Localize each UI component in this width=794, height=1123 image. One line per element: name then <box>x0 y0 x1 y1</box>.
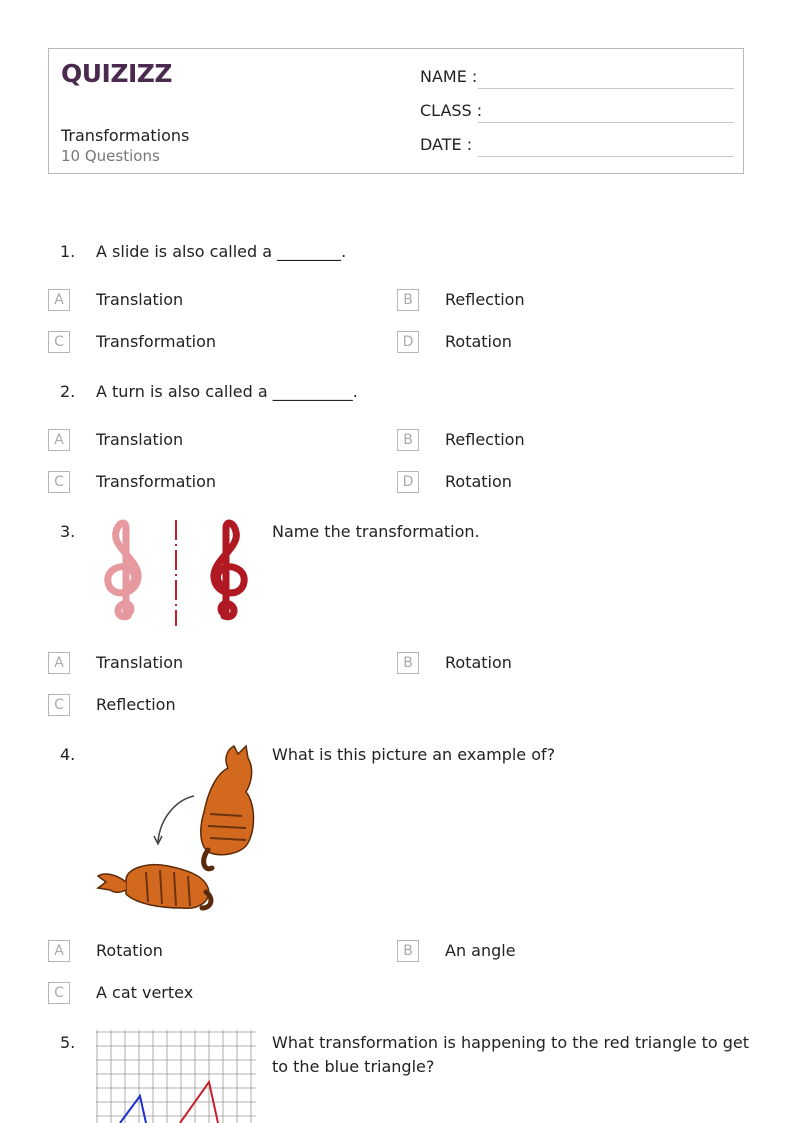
worksheet-header <box>48 48 744 174</box>
class-line[interactable] <box>478 122 734 123</box>
option-text: Rotation <box>96 941 163 960</box>
class-field[interactable] <box>420 101 734 125</box>
option-letter-box: B <box>397 429 419 451</box>
option-text: Translation <box>96 290 184 309</box>
class-label: CLASS : <box>420 101 483 120</box>
date-line[interactable] <box>478 156 734 157</box>
option-letter-box: B <box>397 940 419 962</box>
name-field[interactable] <box>420 67 734 91</box>
blue-triangle <box>120 1096 146 1123</box>
option-letter-box: D <box>397 331 419 353</box>
question-count: 10 Questions <box>61 147 160 165</box>
option-text: Transformation <box>96 472 217 491</box>
date-label: DATE : <box>420 135 473 154</box>
option-text: Reflection <box>96 695 176 714</box>
date-field[interactable] <box>420 135 734 159</box>
question-2-number: 2. <box>60 382 76 401</box>
option-text: Rotation <box>445 653 512 672</box>
option-text: Translation <box>96 430 184 449</box>
option-letter-box: C <box>48 331 70 353</box>
option-text: Rotation <box>445 472 512 491</box>
option-text: An angle <box>445 941 516 960</box>
worksheet-title: Transformations <box>61 126 190 145</box>
question-1-number: 1. <box>60 242 76 261</box>
option-letter-box: C <box>48 694 70 716</box>
question-5-number: 5. <box>60 1033 76 1052</box>
option-letter-box: A <box>48 429 70 451</box>
option-letter-box: B <box>397 652 419 674</box>
treble-clef-icon <box>214 523 244 617</box>
rotation-arrow-icon <box>158 796 194 842</box>
option-text: Rotation <box>445 332 512 351</box>
option-text: Reflection <box>445 290 525 309</box>
rotated-cat-image <box>96 742 260 918</box>
question-3-number: 3. <box>60 522 76 541</box>
option-text: Reflection <box>445 430 525 449</box>
triangle-grid-image <box>96 1030 256 1123</box>
question-1-text: A slide is also called a ________. <box>96 242 347 261</box>
sitting-cat-icon <box>201 746 254 869</box>
option-text: A cat vertex <box>96 983 194 1002</box>
question-5-text: What transformation is happening to the red triangle to get to the blue triangle? <box>272 1033 750 1076</box>
option-letter-box: C <box>48 982 70 1004</box>
question-2-text: A turn is also called a __________. <box>96 382 358 401</box>
option-letter-box: D <box>397 471 419 493</box>
grid-lines <box>96 1030 256 1123</box>
treble-clef-reflection-image <box>96 516 260 630</box>
option-text: Translation <box>96 653 184 672</box>
option-text: Transformation <box>96 332 217 351</box>
option-letter-box: C <box>48 471 70 493</box>
option-letter-box: B <box>397 289 419 311</box>
option-letter-box: A <box>48 289 70 311</box>
rotated-cat-icon <box>98 865 211 908</box>
question-4-number: 4. <box>60 745 76 764</box>
question-4-text: What is this picture an example of? <box>272 745 556 764</box>
name-line[interactable] <box>478 88 734 89</box>
faded-clef-icon <box>108 523 138 617</box>
option-letter-box: A <box>48 652 70 674</box>
question-3-text: Name the transformation. <box>272 522 480 541</box>
name-label: NAME : <box>420 67 478 86</box>
quizizz-logo: QUIZIZZ <box>61 59 173 88</box>
option-letter-box: A <box>48 940 70 962</box>
